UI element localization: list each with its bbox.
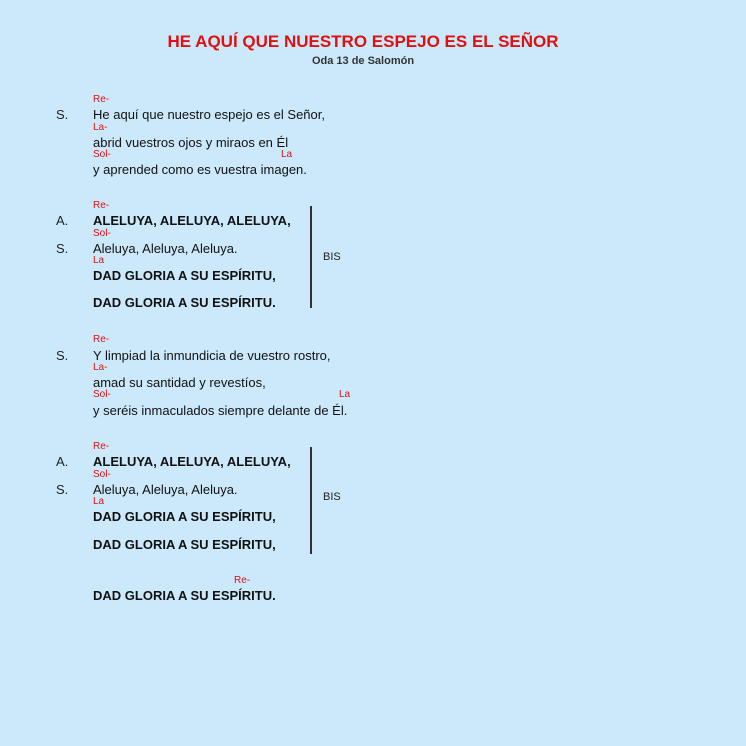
chord-la: La xyxy=(93,496,105,507)
final-line: DAD GLORIA A SU ESPÍRITU. xyxy=(93,588,276,603)
chorus2-line1: ALELUYA, ALELUYA, ALELUYA, xyxy=(93,454,291,469)
bis-label: BIS xyxy=(323,491,341,503)
chord-re: Re- xyxy=(93,441,110,452)
chord-re: Re- xyxy=(234,575,251,586)
stanza2-line3: y seréis inmaculados siempre delante de Él. xyxy=(93,403,348,418)
chorus1-line4: DAD GLORIA A SU ESPÍRITU. xyxy=(93,295,276,310)
speaker-s: S. xyxy=(56,107,69,122)
stanza2-line1: Y limpiad la inmundicia de vuestro rostro, xyxy=(93,348,331,363)
chorus2-line4: DAD GLORIA A SU ESPÍRITU, xyxy=(93,537,276,552)
chord-sol: Sol- xyxy=(93,389,111,400)
chorus1-line1: ALELUYA, ALELUYA, ALELUYA, xyxy=(93,213,291,228)
chord-sol: Sol- xyxy=(93,469,111,480)
chorus2-line3: DAD GLORIA A SU ESPÍRITU, xyxy=(93,509,276,524)
chord-re: Re- xyxy=(93,94,110,105)
speaker-s: S. xyxy=(56,241,69,256)
speaker-s: S. xyxy=(56,348,69,363)
stanza2-line2: amad su santidad y revestíos, xyxy=(93,375,266,390)
bis-label: BIS xyxy=(323,251,341,263)
speaker-s: S. xyxy=(56,482,69,497)
stanza1-line1: He aquí que nuestro espejo es el Señor, xyxy=(93,107,325,122)
bis-bracket xyxy=(310,206,312,308)
chord-la: La xyxy=(339,389,351,400)
chord-la-minor: La- xyxy=(93,362,108,373)
chorus1-line2: Aleluya, Aleluya, Aleluya. xyxy=(93,241,238,256)
chord-la: La xyxy=(93,255,105,266)
chorus2-line2: Aleluya, Aleluya, Aleluya. xyxy=(93,482,238,497)
song-title: HE AQUÍ QUE NUESTRO ESPEJO ES EL SEÑOR xyxy=(167,32,559,51)
chord-re: Re- xyxy=(93,334,110,345)
speaker-a: A. xyxy=(56,454,69,469)
chord-sol: Sol- xyxy=(93,149,111,160)
stanza1-line2: abrid vuestros ojos y miraos en Él xyxy=(93,135,289,150)
chorus1-line3: DAD GLORIA A SU ESPÍRITU, xyxy=(93,268,276,283)
bis-bracket xyxy=(310,447,312,554)
speaker-a: A. xyxy=(56,213,69,228)
song-subtitle: Oda 13 de Salomón xyxy=(311,55,415,67)
chord-re: Re- xyxy=(93,200,110,211)
chord-sol: Sol- xyxy=(93,228,111,239)
stanza1-line3: y aprended como es vuestra imagen. xyxy=(93,162,307,177)
chord-la: La xyxy=(281,149,293,160)
chord-la-minor: La- xyxy=(93,122,108,133)
